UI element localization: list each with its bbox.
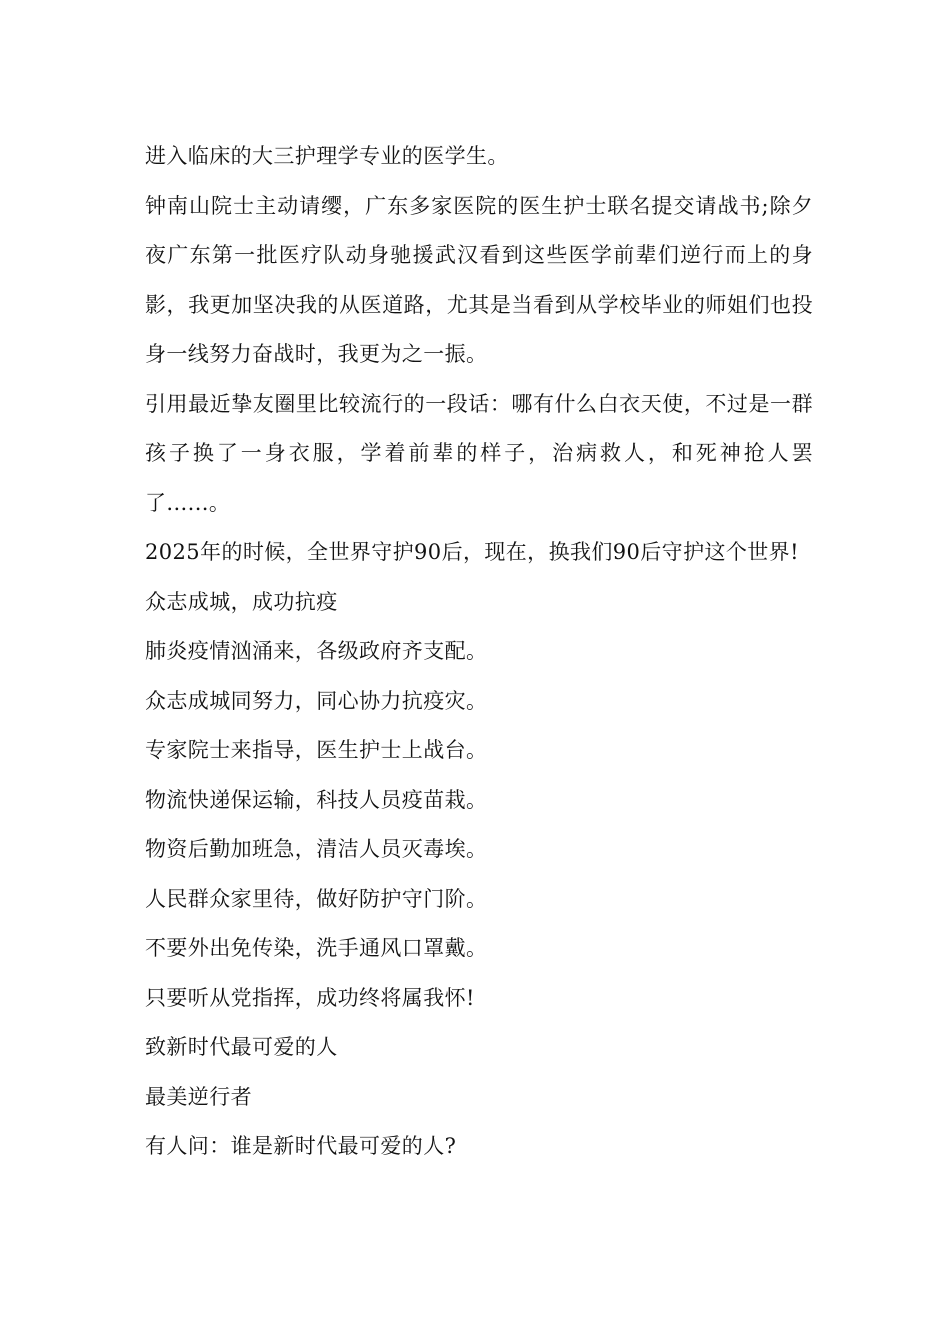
section-heading: 最美逆行者 — [145, 1084, 252, 1109]
poem-line: 人民群众家里待，做好防护守门阶。 — [145, 886, 488, 911]
poem-line: 肺炎疫情汹涌来，各级政府齐支配。 — [145, 639, 488, 663]
poem-line: 物流快递保运输，科技人员疫苗栽。 — [145, 787, 488, 812]
paragraph: 钟南山院士主动请缨，广东多家医院的医生护士联名提交请战书;除夕夜广东第一批医疗队动身驰援武汉看到这些医学前辈们逆行而上的身影，我更加坚决我的从医道路，尤其是当看到从学校毕业的师姐们也投身一线努力奋战时，我更为之一振。 — [145, 193, 813, 366]
poem-line: 不要外出免传染，洗手通风口罩戴。 — [145, 936, 488, 960]
paragraph: 进入临床的大三护理学专业的医学生。 — [145, 144, 509, 168]
section-heading: 致新时代最可爱的人 — [145, 1035, 338, 1059]
poem-line: 专家院士来指导，医生护士上战台。 — [145, 738, 488, 762]
paragraph: 2025年的时候，全世界守护90后，现在，换我们90后守护这个世界! — [145, 540, 799, 564]
poem-line: 物资后勤加班急，清洁人员灭毒埃。 — [145, 837, 488, 861]
document-body — [145, 132, 813, 1172]
poem-line: 众志成城同努力，同心协力抗疫灾。 — [145, 688, 488, 713]
section-heading: 众志成城，成功抗疫 — [145, 589, 338, 614]
paragraph: 有人问：谁是新时代最可爱的人? — [145, 1134, 457, 1158]
poem-line: 只要听从党指挥，成功终将属我怀! — [145, 985, 475, 1010]
paragraph: 引用最近挚友圈里比较流行的一段话：哪有什么白衣天使，不过是一群孩子换了一身衣服，学着前辈的样子，治病救人，和死神抢人罢了......。 — [145, 391, 813, 515]
